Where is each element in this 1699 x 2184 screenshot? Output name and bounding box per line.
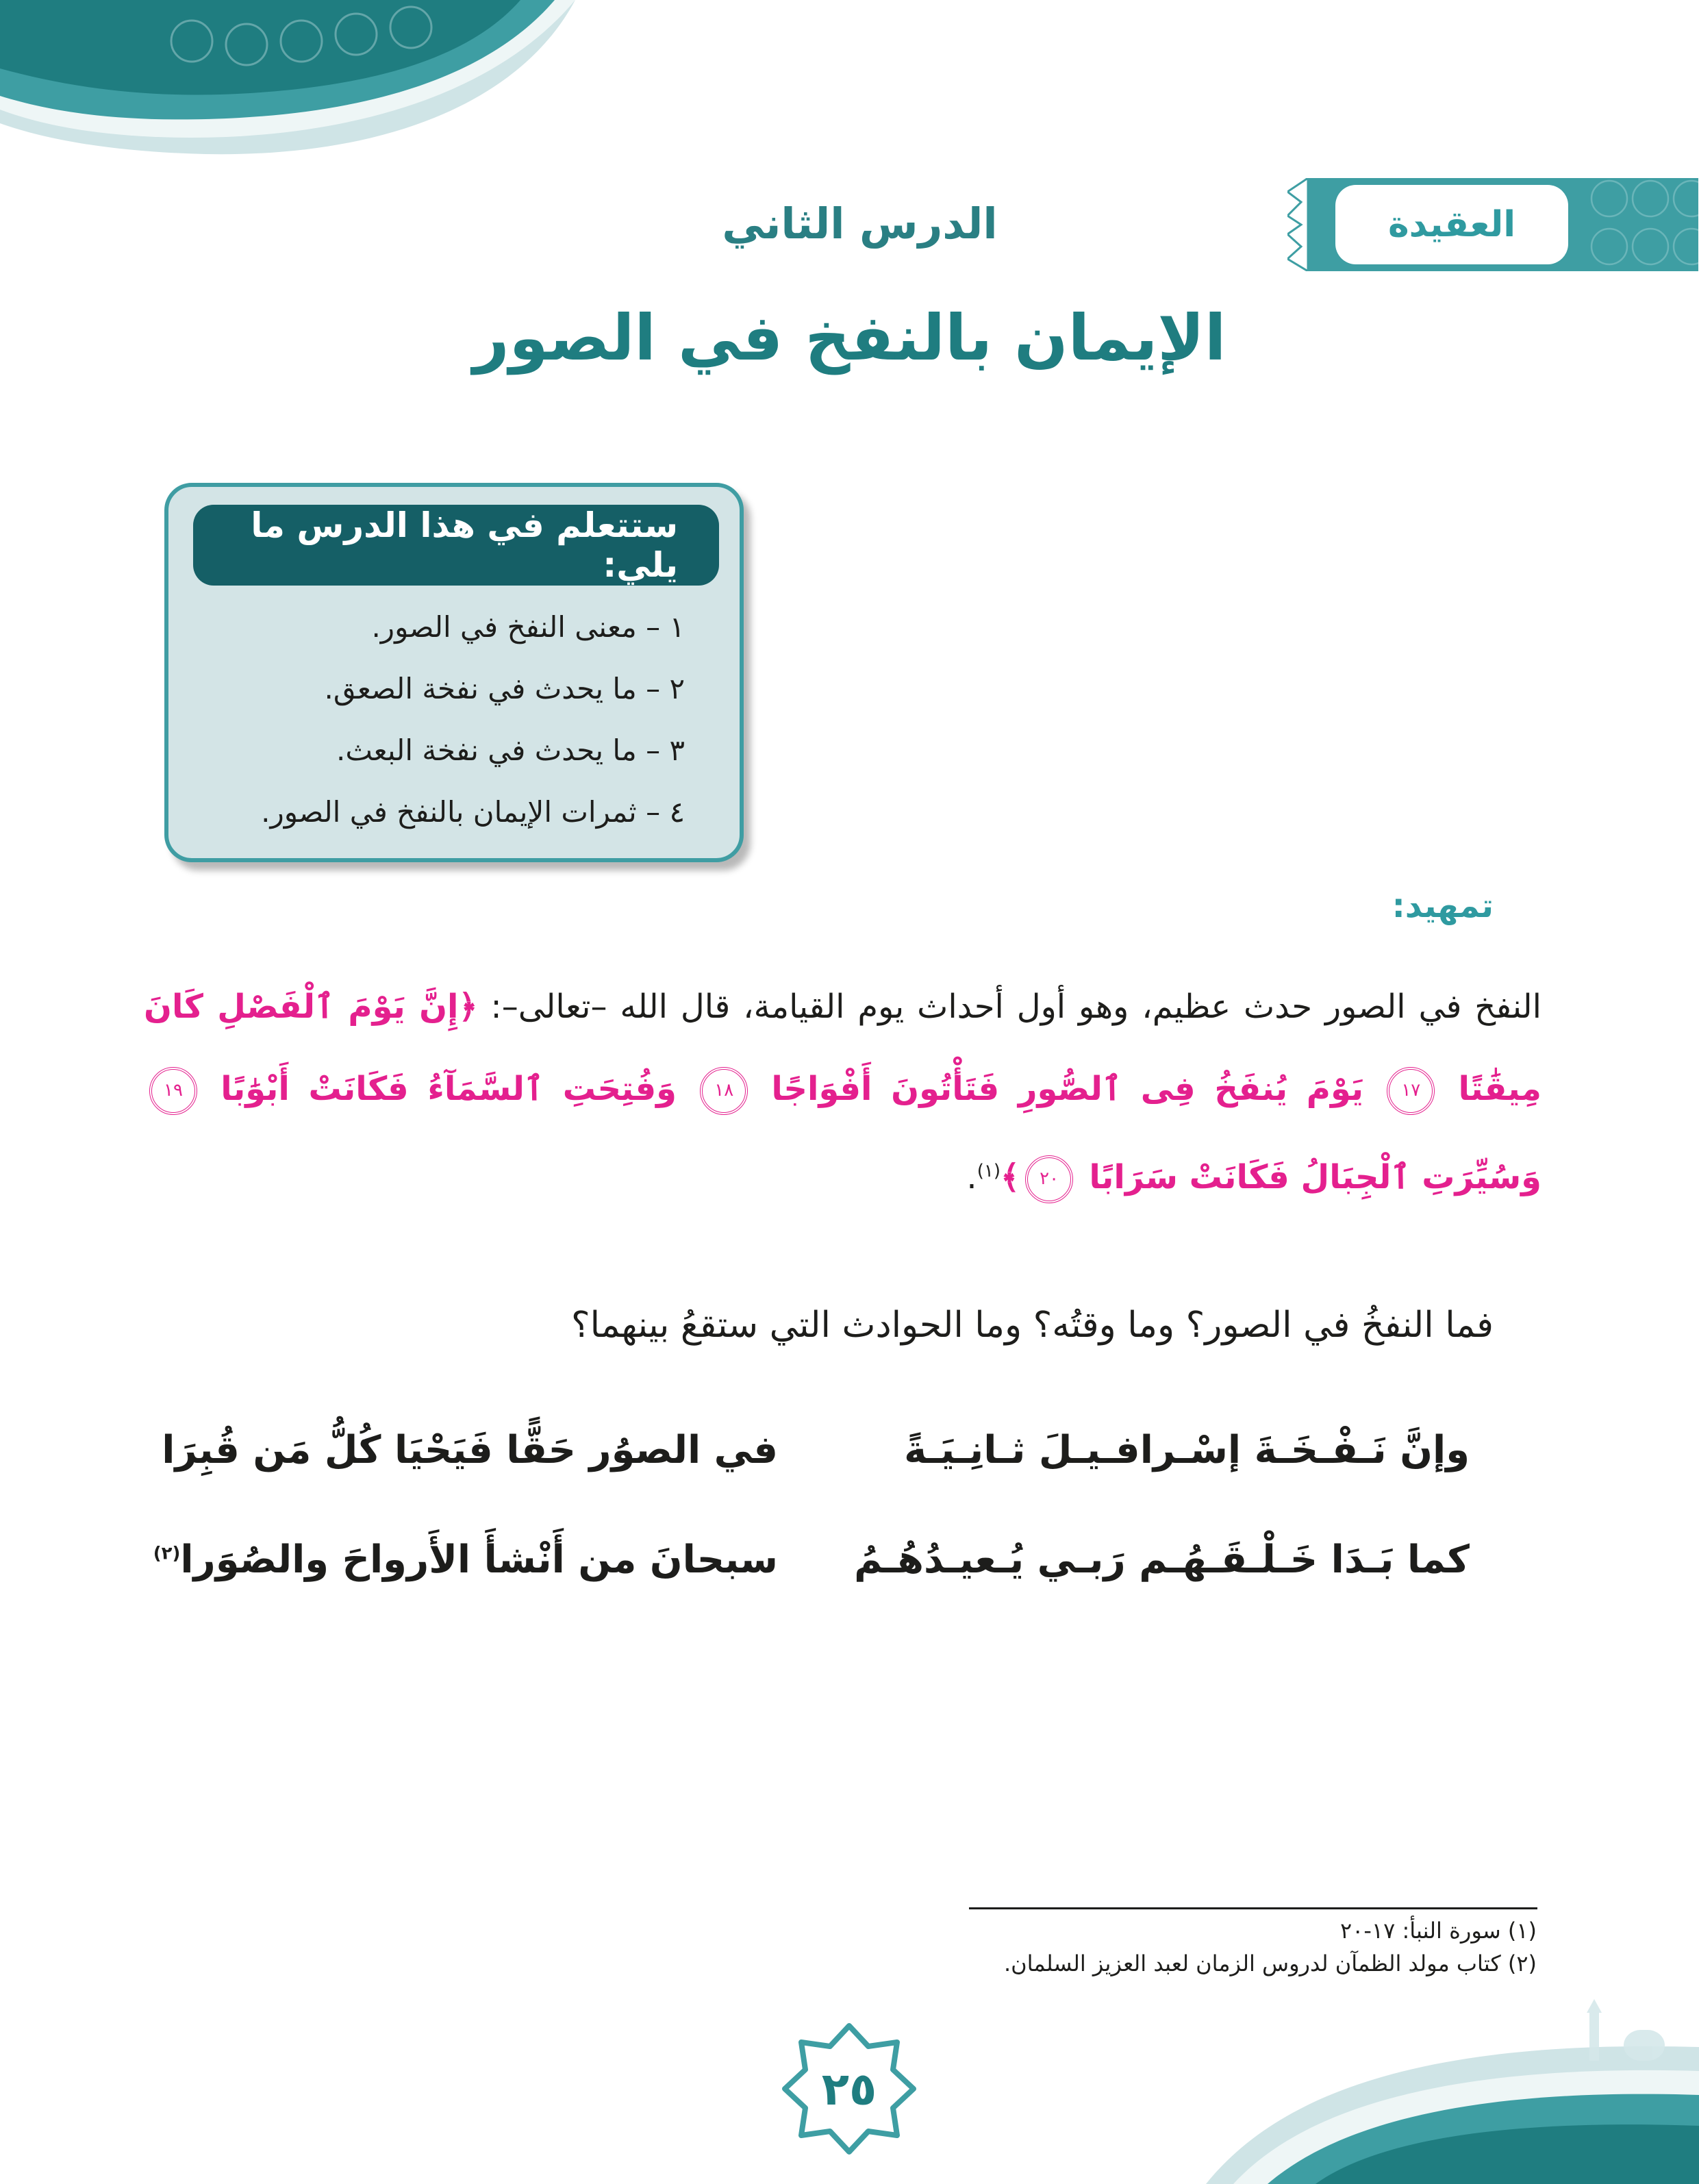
verse-20: وَسُيِّرَتِ ٱلْجِبَالُ فَكَانَتْ سَرَابًا bbox=[1089, 1158, 1541, 1196]
subject-label: العقيدة bbox=[1387, 204, 1516, 245]
footnote-2: (٢) كتاب مولد الظمآن لدروس الزمان لعبد العزيز السلمان. bbox=[1004, 1950, 1537, 1976]
verse-18: يَوْمَ يُنفَخُ فِى ٱلصُّورِ فَتَأْتُونَ أَفْوَاجًا bbox=[771, 1070, 1364, 1108]
poem-line-1-second-hemistich: في الصوُر حَقًّا فَيَحْيَا كُلُّ مَن قُبِرَا bbox=[162, 1428, 778, 1472]
poem-line-2-second-text: سبحانَ من أَنْشأَ الأَرواحَ والصُوَرا bbox=[180, 1537, 778, 1582]
page-number-badge bbox=[781, 2020, 918, 2157]
ayah-number-19: ١٩ bbox=[149, 1067, 197, 1115]
objective-item: ٣ – ما يحدث في نفخة البعث. bbox=[336, 733, 685, 767]
ayah-number-17: ١٧ bbox=[1387, 1067, 1435, 1115]
intro-paragraph bbox=[144, 966, 1541, 1218]
poem-line-1-first-hemistich: وإنَّ نَـفْـخَـةَ إسْـرافـيـلَ ثـانِـيَـةً bbox=[904, 1428, 1470, 1472]
footnote-1: (١) سورة النبأ: ١٧-٢٠ bbox=[1339, 1918, 1537, 1944]
verse-19: وَفُتِحَتِ ٱلسَّمَآءُ فَكَانَتْ أَبْوَٰبًا bbox=[221, 1070, 677, 1108]
intro-heading: تمهيد: bbox=[1392, 887, 1494, 925]
objective-item: ٢ – ما يحدث في نفخة الصعق. bbox=[324, 672, 685, 705]
poem-line-2-first-hemistich: كما بَـدَا خَـلْـقَـهُـم رَبـي يُـعيـدُهُـمُ bbox=[854, 1537, 1470, 1582]
lesson-number-text: الدرس الثاني bbox=[722, 199, 998, 249]
footnote-divider bbox=[969, 1907, 1537, 1909]
intro-text: النفخ في الصور حدث عظيم، وهو أول أحداث يوم القيامة، قال الله –تعالى–: bbox=[490, 988, 1542, 1026]
verse-close-bracket: ﴾ bbox=[1000, 1158, 1020, 1196]
objectives-box bbox=[164, 483, 744, 862]
footnote-ref-2: (٢) bbox=[153, 1543, 181, 1564]
lesson-number bbox=[0, 199, 1699, 249]
corner-ornament-bottom bbox=[1206, 1999, 1699, 2184]
corner-ornament-top bbox=[0, 0, 575, 164]
poem-line-2-second-hemistich bbox=[153, 1537, 778, 1582]
question-text: فما النفخُ في الصور؟ وما وقتُه؟ وما الحوادث التي ستقعُ بينهما؟ bbox=[571, 1305, 1494, 1346]
objectives-header bbox=[193, 505, 719, 586]
intro-end-punct: . bbox=[966, 1158, 977, 1196]
page-number: ٢٥ bbox=[821, 2062, 877, 2116]
verse-open-bracket: ﴿ bbox=[458, 988, 478, 1026]
page-title: الإيمان بالنفخ في الصور bbox=[473, 301, 1226, 375]
objectives-title: ستتعلم في هذا الدرس ما يلي: bbox=[251, 505, 678, 585]
ayah-number-20: ٢٠ bbox=[1025, 1155, 1073, 1203]
verse-17: إِنَّ يَوْمَ ٱلْفَصْلِ كَانَ مِيقَٰتًا bbox=[144, 988, 1541, 1108]
objectives-list bbox=[261, 597, 685, 843]
ayah-number-18: ١٨ bbox=[700, 1067, 748, 1115]
objective-item: ٤ – ثمرات الإيمان بالنفخ في الصور. bbox=[261, 795, 685, 829]
objective-item: ١ – معنى النفخ في الصور. bbox=[371, 610, 685, 644]
footnote-ref-1: (١) bbox=[977, 1161, 1000, 1181]
